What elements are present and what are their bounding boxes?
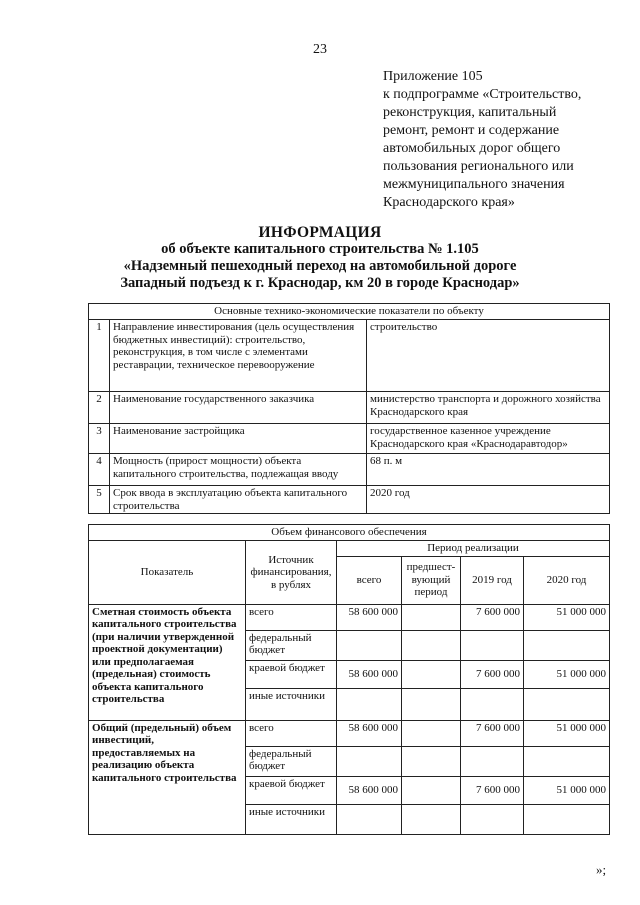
prev-cell	[402, 660, 461, 688]
appendix-line: Приложение 105	[383, 69, 483, 84]
appendix-line: межмуниципального значения	[383, 177, 565, 192]
finance-group-label: Общий (предельный) объем инвестиций, предоставляемых на реализацию объекта капитального строительства	[89, 720, 246, 834]
source-cell: федеральный бюджет	[246, 746, 337, 776]
y2020-cell: 51 000 000	[524, 660, 610, 688]
page-number: 23	[313, 42, 327, 57]
y2020-cell	[524, 746, 610, 776]
y2020-cell: 51 000 000	[524, 720, 610, 746]
prev-cell	[402, 776, 461, 804]
col-prev-header: предшест-вующий период	[402, 556, 461, 604]
source-cell: федеральный бюджет	[246, 630, 337, 660]
y2020-cell	[524, 804, 610, 834]
col-indicator-header: Показатель	[89, 541, 246, 605]
y2019-cell	[461, 746, 524, 776]
appendix-line: ремонт, ремонт и содержание	[383, 123, 560, 138]
indicators-header: Основные технико-экономические показатели по объекту	[89, 304, 610, 320]
indicator-value: 2020 год	[367, 486, 610, 514]
y2020-cell: 51 000 000	[524, 776, 610, 804]
appendix-line: пользования регионального или	[383, 159, 574, 174]
total-cell: 58 600 000	[337, 604, 402, 630]
prev-cell	[402, 746, 461, 776]
y2020-cell	[524, 688, 610, 720]
col-period-header: Период реализации	[337, 541, 610, 557]
finance-group-label: Сметная стоимость объекта капитального строительства (при наличии утвержденной проектной документации) или предполагаемая (предельная) стоимость объекта капитального строительства	[89, 604, 246, 720]
col-source-header: Источник финансирования, в рублях	[246, 541, 337, 605]
total-cell: 58 600 000	[337, 776, 402, 804]
indicators-table	[88, 303, 610, 514]
y2019-cell: 7 600 000	[461, 604, 524, 630]
appendix-line: автомобильных дорог общего	[383, 141, 561, 156]
row-number: 5	[89, 486, 110, 514]
indicator-value: министерство транспорта и дорожного хозяйства Краснодарского края	[367, 392, 610, 424]
col-2019-header: 2019 год	[461, 556, 524, 604]
row-number: 3	[89, 424, 110, 454]
indicator-value: 68 п. м	[367, 454, 610, 486]
title-line: «Надземный пешеходный переход на автомобильной дороге	[123, 258, 517, 274]
indicator-value: государственное казенное учреждение Краснодарского края «Краснодаравтодор»	[367, 424, 610, 454]
total-cell	[337, 804, 402, 834]
prev-cell	[402, 804, 461, 834]
indicator-label: Срок ввода в эксплуатацию объекта капитального строительства	[110, 486, 367, 514]
source-cell: иные источники	[246, 688, 337, 720]
finance-header: Объем финансового обеспечения	[89, 525, 610, 541]
appendix-line: к подпрограмме «Строительство,	[383, 87, 582, 102]
total-cell	[337, 746, 402, 776]
title-heading: ИНФОРМАЦИЯ	[258, 224, 382, 241]
appendix-line: реконструкция, капитальный	[383, 105, 557, 120]
title-line: Западный подъезд к г. Краснодар, км 20 в городе Краснодар»	[120, 275, 520, 291]
y2019-cell: 7 600 000	[461, 776, 524, 804]
indicator-label: Направление инвестирования (цель осуществления бюджетных инвестиций): строительство, реконструкция, в том числе с элементами реставрации, техническое перевооружение	[110, 320, 367, 392]
total-cell	[337, 688, 402, 720]
title-line: об объекте капитального строительства № 1.105	[161, 241, 479, 257]
y2019-cell	[461, 630, 524, 660]
source-cell: иные источники	[246, 804, 337, 834]
source-cell: краевой бюджет	[246, 776, 337, 804]
row-number: 2	[89, 392, 110, 424]
indicator-label: Наименование застройщика	[110, 424, 367, 454]
prev-cell	[402, 604, 461, 630]
total-cell: 58 600 000	[337, 720, 402, 746]
prev-cell	[402, 630, 461, 660]
appendix-block	[383, 68, 623, 212]
y2019-cell	[461, 804, 524, 834]
col-2020-header: 2020 год	[524, 556, 610, 604]
y2019-cell: 7 600 000	[461, 660, 524, 688]
prev-cell	[402, 688, 461, 720]
y2020-cell	[524, 630, 610, 660]
y2019-cell: 7 600 000	[461, 720, 524, 746]
indicator-value: строительство	[367, 320, 610, 392]
y2019-cell	[461, 688, 524, 720]
source-cell: краевой бюджет	[246, 660, 337, 688]
row-number: 4	[89, 454, 110, 486]
document-title	[0, 224, 640, 292]
source-cell: всего	[246, 604, 337, 630]
prev-cell	[402, 720, 461, 746]
col-total-header: всего	[337, 556, 402, 604]
closing-mark: »;	[596, 862, 607, 877]
indicator-label: Мощность (прирост мощности) объекта капитального строительства, подлежащая вводу	[110, 454, 367, 486]
source-cell: всего	[246, 720, 337, 746]
y2020-cell: 51 000 000	[524, 604, 610, 630]
total-cell	[337, 630, 402, 660]
indicator-label: Наименование государственного заказчика	[110, 392, 367, 424]
row-number: 1	[89, 320, 110, 392]
appendix-line: Краснодарского края»	[383, 195, 515, 210]
total-cell: 58 600 000	[337, 660, 402, 688]
finance-table	[88, 524, 610, 835]
